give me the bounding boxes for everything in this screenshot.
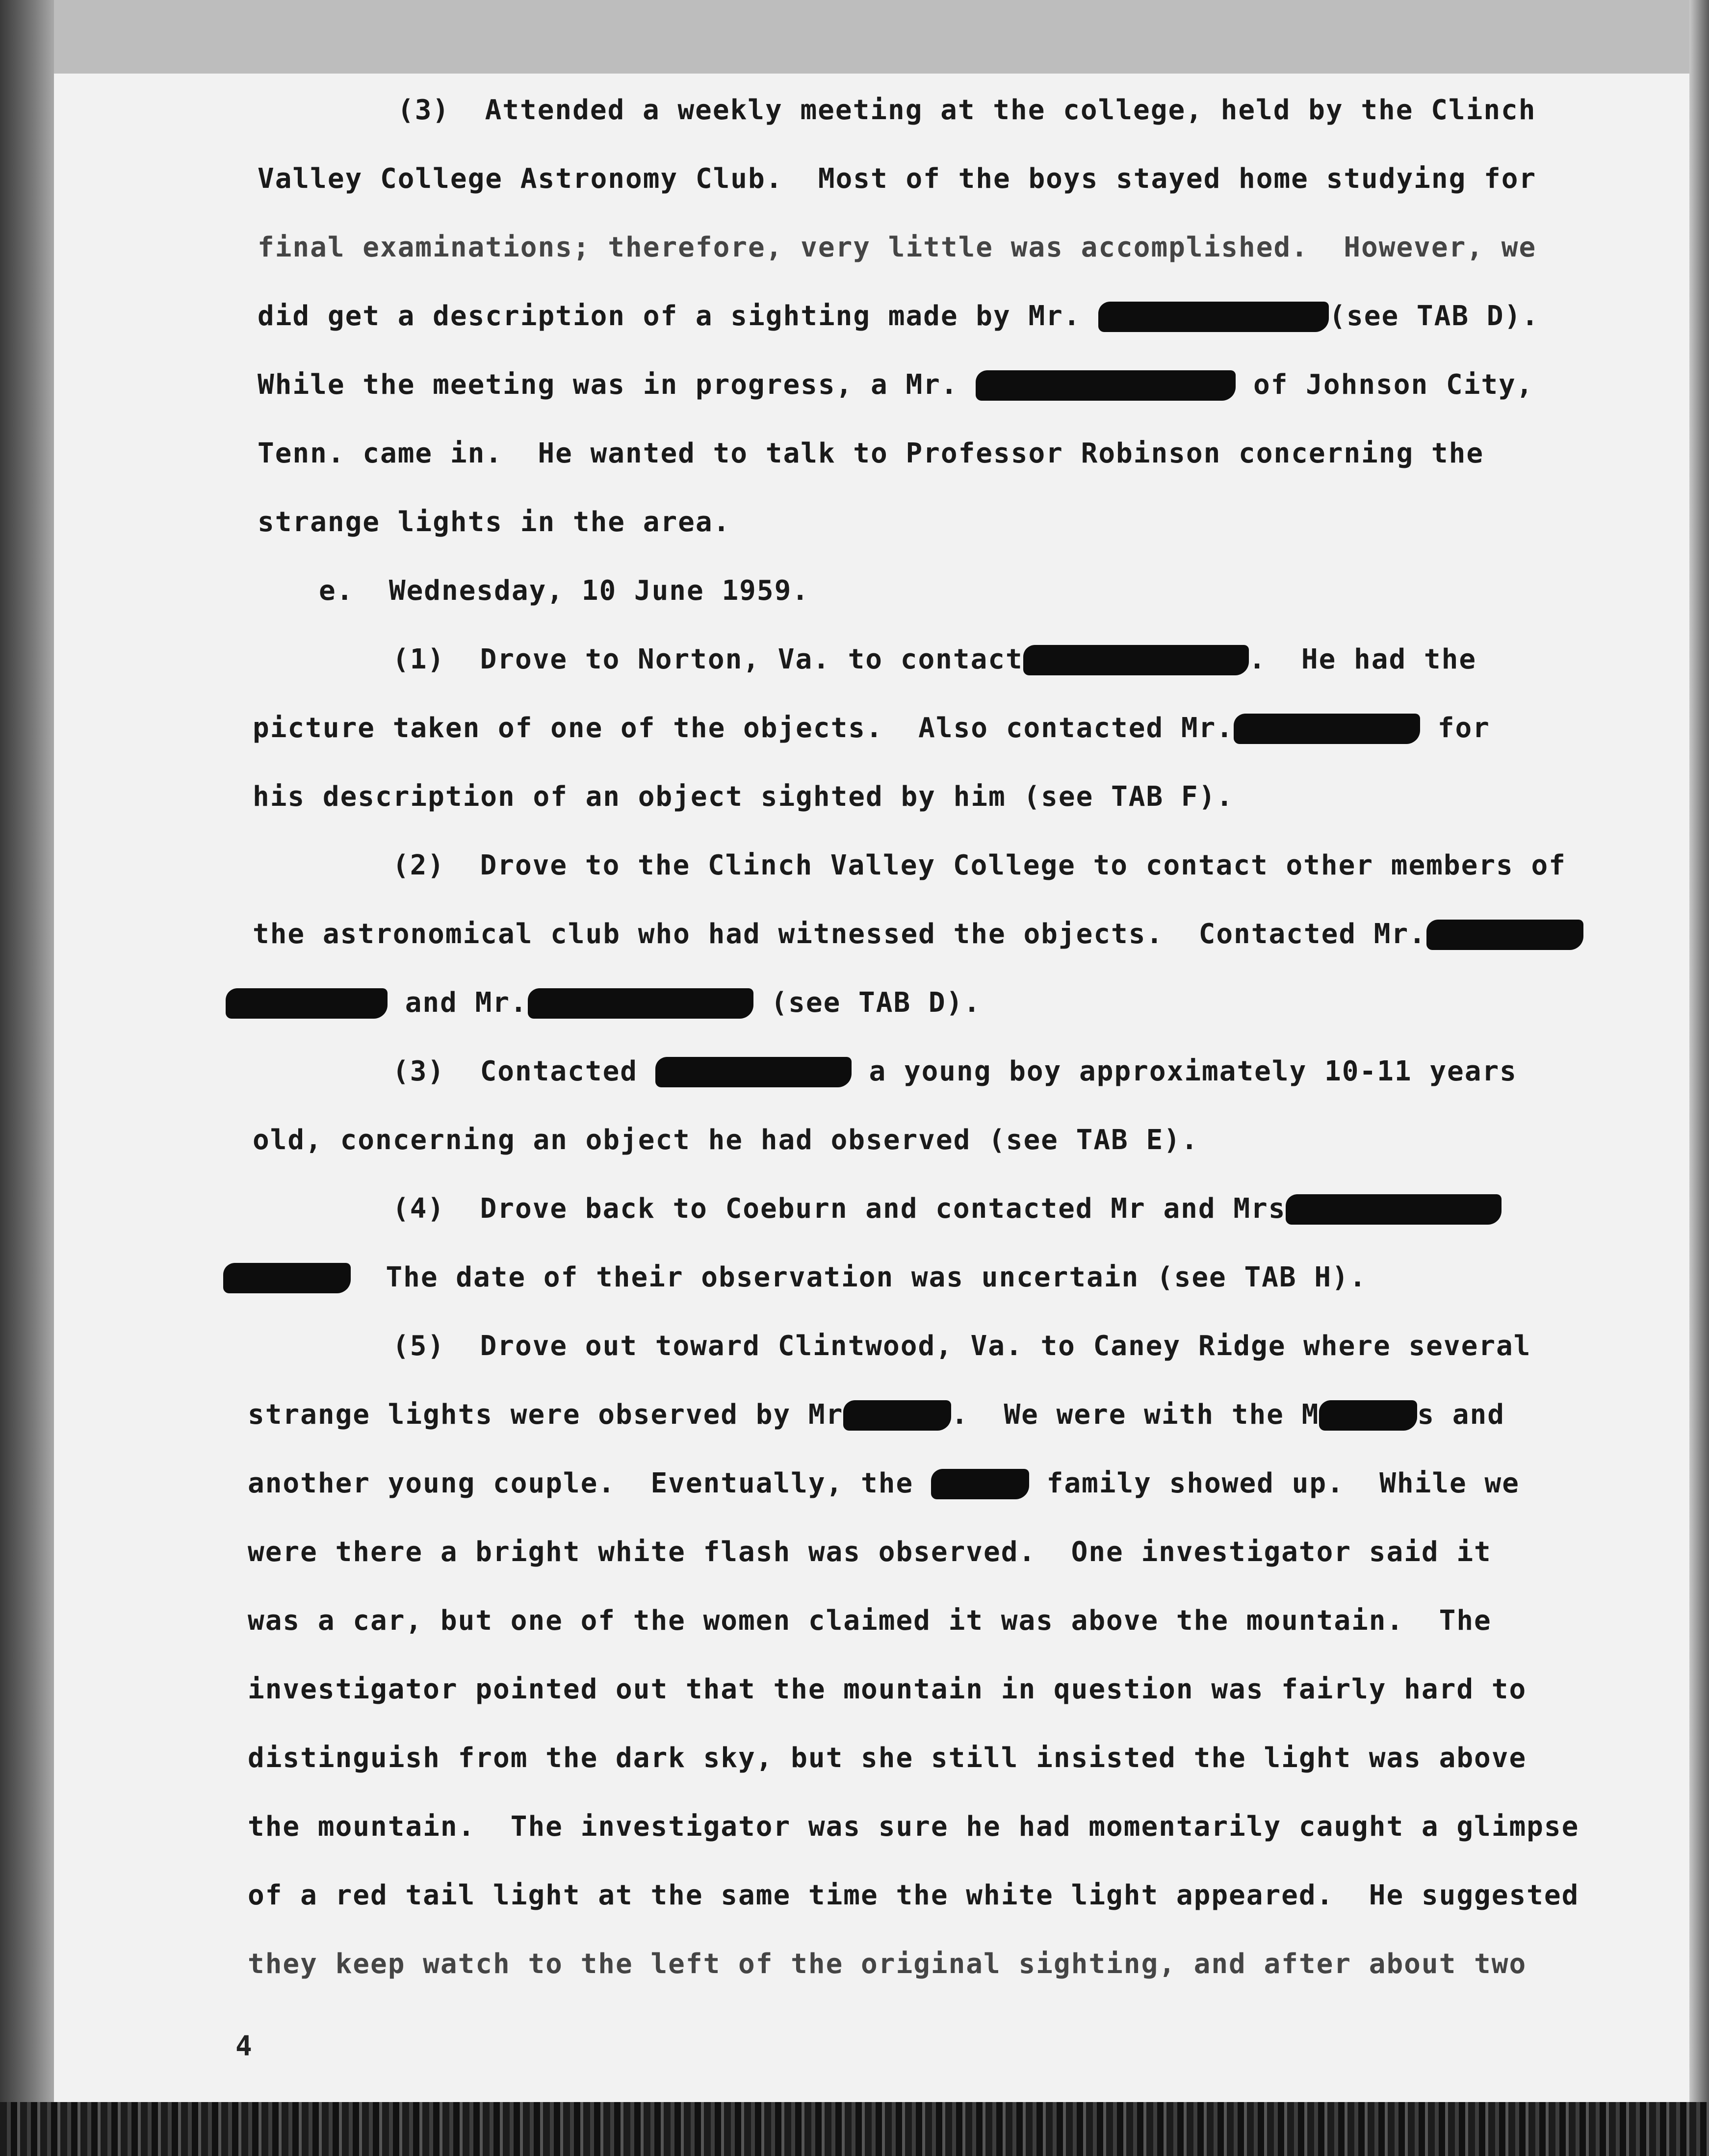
text-line: While the meeting was in progress, a Mr. of Johnson City, — [258, 369, 1534, 401]
redaction-bar — [1319, 1400, 1417, 1431]
text-line: (3) Contacted a young boy approximately 10-11 years — [392, 1055, 1517, 1087]
redaction-bar — [931, 1469, 1029, 1499]
scan-border-left — [0, 0, 54, 2156]
text-line: they keep watch to the left of the original sighting, and after about two — [248, 1948, 1527, 1980]
text-line: distinguish from the dark sky, but she still insisted the light was above — [248, 1742, 1527, 1774]
text-line: (1) Drove to Norton, Va. to contact . He had the — [392, 643, 1477, 675]
redaction-bar — [528, 988, 753, 1019]
redaction-bar — [226, 988, 388, 1019]
page-number: 4 — [235, 2030, 252, 2062]
text-line: the astronomical club who had witnessed the objects. Contacted Mr. — [253, 917, 1583, 951]
text-line: Tenn. came in. He wanted to talk to Professor Robinson concerning the — [258, 437, 1484, 469]
redaction-bar — [976, 370, 1236, 401]
text-line: were there a bright white flash was observed. One investigator said it — [248, 1536, 1492, 1568]
text-line: Valley College Astronomy Club. Most of the boys stayed home studying for — [258, 163, 1537, 195]
text-line: and Mr. (see TAB D). — [226, 986, 981, 1020]
text-line: his description of an object sighted by him (see TAB F). — [253, 781, 1234, 813]
redaction-bar — [655, 1057, 852, 1087]
document-page — [54, 74, 1689, 2104]
text-line: of a red tail light at the same time the white light appeared. He suggested — [248, 1879, 1580, 1911]
text-line: (5) Drove out toward Clintwood, Va. to Caney Ridge where several — [392, 1330, 1531, 1362]
text-line: picture taken of one of the objects. Also contacted Mr. for — [253, 712, 1490, 744]
text-line: was a car, but one of the women claimed it was above the mountain. The — [248, 1605, 1492, 1637]
text-line: strange lights in the area. — [258, 506, 731, 538]
text-line: did get a description of a sighting made by Mr. (see TAB D). — [258, 300, 1539, 332]
text-line: old, concerning an object he had observed (see TAB E). — [253, 1124, 1199, 1156]
text-line: e. Wednesday, 10 June 1959. — [319, 575, 810, 607]
scan-border-bottom — [0, 2102, 1709, 2156]
redaction-bar — [843, 1400, 951, 1431]
redaction-bar — [223, 1263, 351, 1293]
text-line: final examinations; therefore, very little was accomplished. However, we — [258, 231, 1537, 263]
text-line: investigator pointed out that the mountain in question was fairly hard to — [248, 1673, 1527, 1705]
text-line: strange lights were observed by Mr . We were with the M s and — [248, 1399, 1505, 1431]
text-line: (2) Drove to the Clinch Valley College to contact other members of — [392, 849, 1566, 881]
text-line: The date of their observation was uncertain (see TAB H). — [223, 1260, 1367, 1295]
redaction-bar — [1426, 920, 1583, 950]
redaction-bar — [1286, 1194, 1502, 1225]
redaction-bar — [1023, 645, 1249, 675]
redaction-bar — [1234, 714, 1420, 744]
redaction-bar — [1098, 302, 1329, 332]
text-line: another young couple. Eventually, the family showed up. While we — [248, 1467, 1520, 1499]
text-line: (3) Attended a weekly meeting at the college, held by the Clinch — [397, 94, 1536, 126]
text-line: the mountain. The investigator was sure he had momentarily caught a glimpse — [248, 1811, 1580, 1843]
text-line: (4) Drove back to Coeburn and contacted Mr and Mrs — [392, 1192, 1502, 1226]
scan-border-right — [1689, 0, 1709, 2156]
